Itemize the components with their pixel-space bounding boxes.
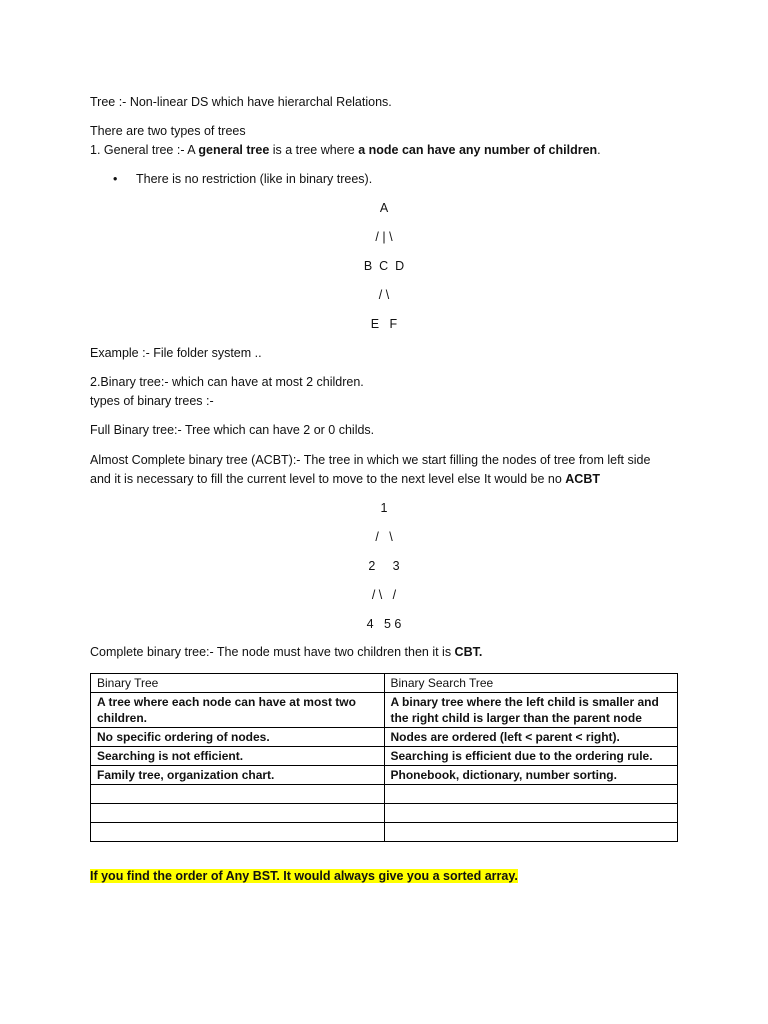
acbt-bold: ACBT (565, 472, 600, 486)
general-tree-prefix: 1. General tree :- A (90, 143, 199, 157)
acbt-line-2-text: and it is necessary to fill the current level to move to the next level else It would be no (90, 472, 566, 486)
highlighted-text: If you find the order of Any BST. It would always give you a sorted array. (90, 869, 518, 883)
table-cell: Searching is not efficient. (91, 747, 385, 766)
general-tree-diagram-line: E F (370, 317, 398, 331)
general-tree-suffix: . (597, 143, 601, 157)
cbt-bold: CBT. (454, 645, 483, 659)
table-cell: Phonebook, dictionary, number sorting. (384, 766, 678, 785)
table-header-cell: Binary Search Tree (384, 674, 678, 693)
acbt-line-2 (90, 471, 600, 487)
example-text: Example :- File folder system .. (90, 346, 262, 360)
table-row-empty (91, 804, 678, 823)
binary-tree-diagram-line: 2 3 (368, 559, 400, 573)
table-cell: Family tree, organization chart. (91, 766, 385, 785)
comparison-table (90, 673, 678, 842)
table-cell: Nodes are ordered (left < parent < right). (384, 728, 678, 747)
table-cell-empty (384, 785, 678, 804)
table-header-row (91, 674, 678, 693)
general-tree-diagram-line: B C D (363, 259, 405, 273)
two-types-text: There are two types of trees (90, 124, 246, 138)
table-cell-empty (91, 785, 385, 804)
complete-text: Complete binary tree:- The node must have two children then it is (90, 645, 455, 659)
full-binary-tree: Full Binary tree:- Tree which can have 2 or 0 childs. (90, 423, 375, 437)
general-tree-mid: is a tree where (269, 143, 359, 157)
binary-tree-diagram-line: / \ (375, 530, 393, 544)
tree-definition: Tree :- Non-linear DS which have hierarchal Relations. (90, 95, 392, 109)
table-cell-empty (384, 823, 678, 842)
general-tree-diagram-line: A (379, 201, 389, 215)
table-row (91, 693, 678, 728)
general-tree-diagram-line: / \ (378, 288, 390, 302)
bullet-icon: • (113, 172, 118, 186)
table-row-empty (91, 823, 678, 842)
table-cell: A tree where each node can have at most two children. (91, 693, 385, 728)
table-cell-empty (91, 804, 385, 823)
table-cell: A binary tree where the left child is smaller and the right child is larger than the parent node (384, 693, 678, 728)
binary-tree-types: types of binary trees :- (90, 394, 214, 408)
bullet-text: There is no restriction (like in binary trees). (136, 172, 373, 186)
complete-binary-tree (90, 644, 482, 660)
general-tree-emphasis: a node can have any number of children (358, 143, 598, 157)
table-cell: Searching is efficient due to the ordering rule. (384, 747, 678, 766)
binary-tree-definition: 2.Binary tree:- which can have at most 2 children. (90, 375, 364, 389)
table-row (91, 728, 678, 747)
binary-tree-diagram-line: / \ / (371, 588, 397, 602)
bst-sorted-note (90, 868, 518, 884)
general-tree-term: general tree (198, 143, 270, 157)
table-cell: No specific ordering of nodes. (91, 728, 385, 747)
table-cell-empty (91, 823, 385, 842)
binary-tree-diagram-line: 4 5 6 (366, 617, 402, 631)
binary-tree-diagram-line: 1 (380, 501, 388, 515)
table-row-empty (91, 785, 678, 804)
table-row (91, 766, 678, 785)
acbt-line-1: Almost Complete binary tree (ACBT):- The tree in which we start filling the nodes of tree from left side (90, 453, 651, 467)
table-header-cell: Binary Tree (91, 674, 385, 693)
general-tree-diagram-line: / | \ (375, 230, 393, 244)
table-row (91, 747, 678, 766)
table-cell-empty (384, 804, 678, 823)
general-tree-definition (90, 142, 601, 158)
